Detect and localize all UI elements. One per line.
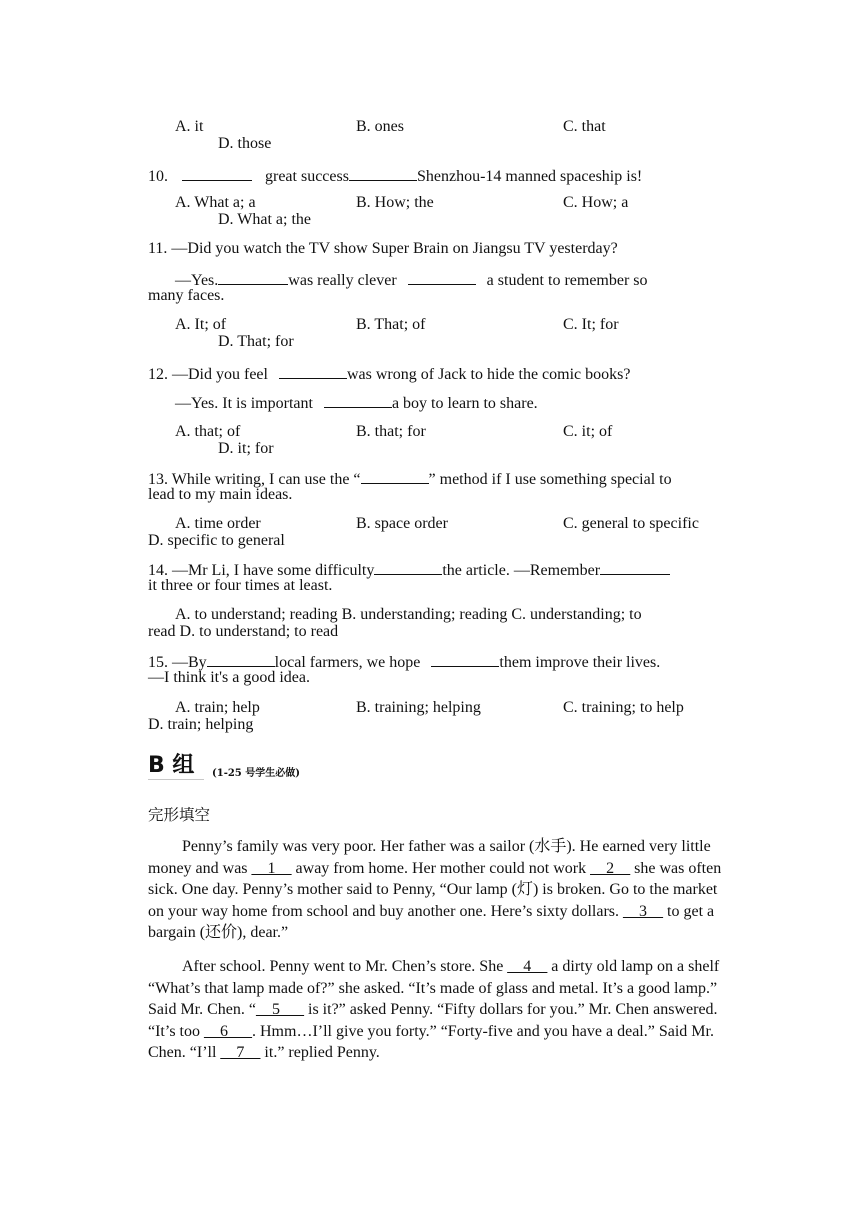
q9-option-a: A. it [175, 118, 204, 135]
q12-answer-line: —Yes. It is important a boy to learn to share. [175, 395, 538, 412]
q10-option-b: B. How; the [356, 194, 434, 211]
q12-stem: 12. —Did you feel was wrong of Jack to hide the comic books? [148, 366, 631, 383]
answer-blank [349, 166, 417, 181]
q11-option-c: C. It; for [563, 316, 619, 333]
cloze-blank-4: __4__ [507, 958, 548, 975]
section-divider [148, 779, 204, 780]
q12-option-d: D. it; for [218, 440, 274, 457]
q11-option-a: A. It; of [175, 316, 227, 333]
cloze-blank-5: __5___ [256, 1001, 304, 1018]
q11-option-b: B. That; of [356, 316, 426, 333]
answer-blank [218, 270, 288, 285]
cloze-blank-3: __3__ [623, 902, 664, 920]
answer-blank [600, 560, 670, 575]
q12-option-a: A. that; of [175, 423, 241, 440]
q12-option-c: C. it; of [563, 423, 613, 440]
passage-paragraph-1: Penny’s family was very poor. Her father was a sailor (水手). He earned very little money and was __1__ away from home. Her mother could not work __2__ she was often sick. One day. Penny’s mother said to Penny, “Our lamp (灯) is broken. Go to the market on your way home from school and buy another one. Here’s sixty dollars. __3__ to get a bargain (还价), dear.” [148, 838, 722, 941]
q15-option-b: B. training; helping [356, 699, 481, 716]
q13-option-b: B. space order [356, 515, 448, 532]
q13-stem: 13. While writing, I can use the “ ” method if I use something special to [148, 471, 672, 488]
cloze-blank-1: __1__ [251, 859, 292, 877]
q14-options-line1: A. to understand; reading B. understanding; reading C. understanding; to [175, 606, 642, 623]
answer-blank [182, 166, 252, 181]
q15-stem: 15. —By local farmers, we hope them improve their lives. [148, 654, 661, 671]
answer-blank [408, 270, 476, 285]
q10-stem: 10. great success Shenzhou-14 manned spaceship is! [148, 168, 643, 185]
answer-blank [361, 469, 429, 484]
q15-option-d: D. train; helping [148, 716, 254, 733]
answer-blank [279, 364, 347, 379]
section-b-title: B 组 [148, 753, 195, 778]
q13-option-d: D. specific to general [148, 532, 285, 549]
q9-option-d: D. those [218, 135, 272, 152]
cloze-title: 完形填空 [148, 806, 211, 824]
answer-blank [374, 560, 442, 575]
cloze-blank-2: __2__ [590, 859, 631, 877]
q12-option-b: B. that; for [356, 423, 426, 440]
section-b-note: (1-25 号学生必做) [212, 768, 300, 779]
answer-blank [324, 393, 392, 408]
q13-option-c: C. general to specific [563, 515, 699, 532]
q14-stem: 14. —Mr Li, I have some difficulty the article. —Remember [148, 560, 670, 579]
q13-stem-cont: lead to my main ideas. [148, 486, 293, 503]
q11-stem: 11. —Did you watch the TV show Super Brain on Jiangsu TV yesterday? [148, 240, 618, 257]
q15-stem-cont: —I think it's a good idea. [148, 669, 310, 686]
passage-paragraph-2: After school. Penny went to Mr. Chen’s store. She __4__ a dirty old lamp on a shelf “What’s that lamp made of?” she asked. “It’s made of glass and metal. It’s a good lamp.” Said Mr. Chen. “__5___ is it?” asked Penny. “Fifty dollars for you.” Mr. Chen answered. “It’s too __6___. Hmm…I’ll give you forty.” “Forty-five and you have a deal.” Said Mr. Chen. “I’ll __7__ it.” replied Penny. [148, 958, 720, 1061]
q11-answer-line-cont: many faces. [148, 287, 225, 304]
q15-option-c: C. training; to help [563, 699, 684, 716]
q15-option-a: A. train; help [175, 699, 260, 716]
q14-stem-cont: it three or four times at least. [148, 577, 333, 594]
q10-option-d: D. What a; the [218, 211, 312, 228]
cloze-blank-7: __7__ [220, 1044, 261, 1061]
cloze-blank-6: __6___ [204, 1022, 252, 1040]
q9-option-b: B. ones [356, 118, 404, 135]
q10-option-a: A. What a; a [175, 194, 256, 211]
q11-answer-line: —Yes. was really clever a student to remember so [175, 272, 648, 289]
q9-option-c: C. that [563, 118, 606, 135]
answer-blank [207, 652, 275, 667]
answer-blank [431, 652, 499, 667]
q13-option-a: A. time order [175, 515, 261, 532]
q14-options-line2: read D. to understand; to read [148, 623, 339, 640]
q10-option-c: C. How; a [563, 194, 629, 211]
q11-option-d: D. That; for [218, 333, 294, 350]
